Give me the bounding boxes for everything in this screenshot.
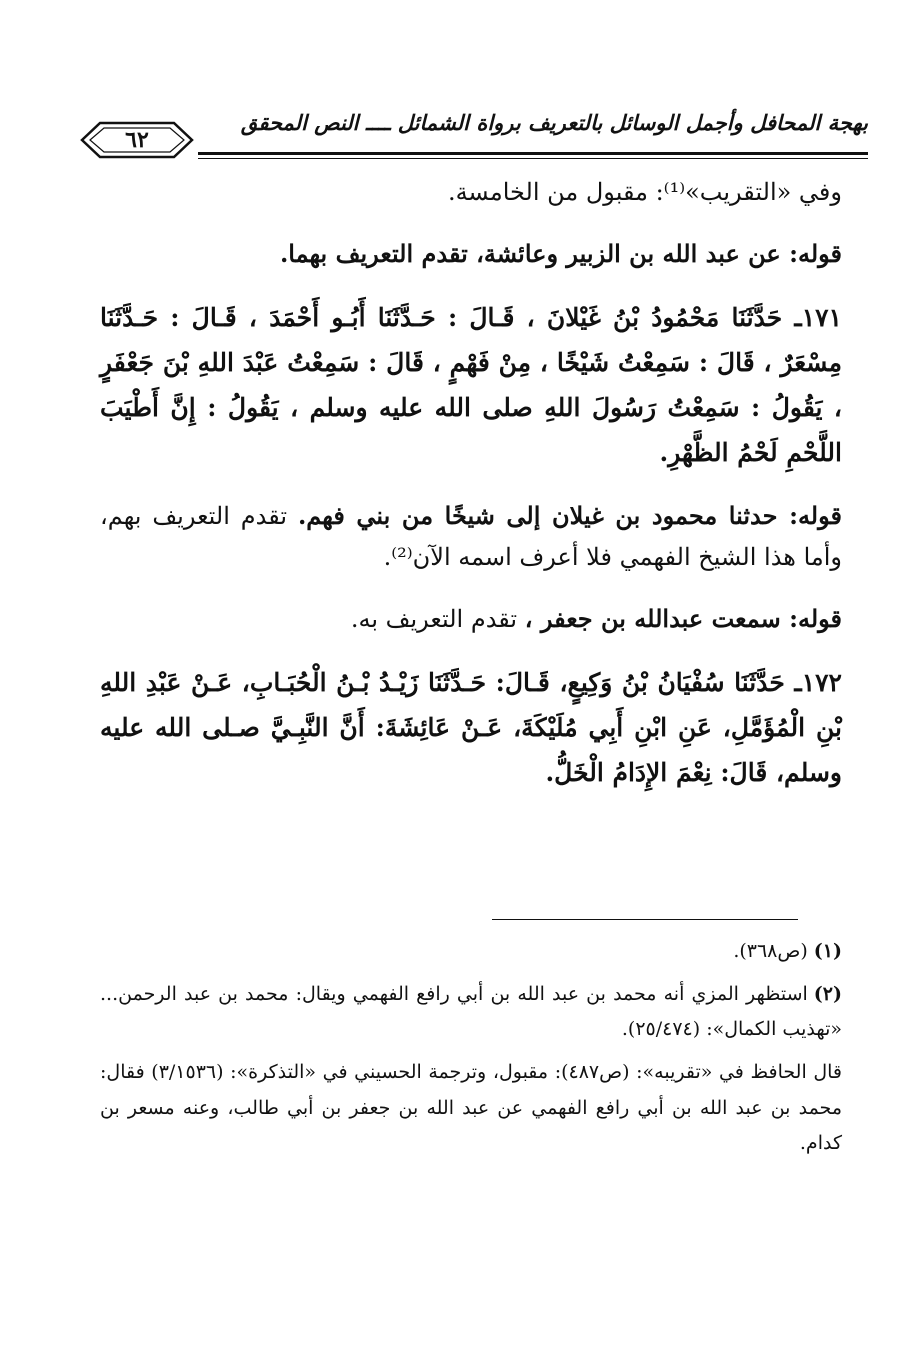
footnotes	[100, 934, 842, 1169]
main-text	[100, 172, 842, 815]
footnote-text: استظهر المزي أنه محمد بن عبد الله بن أبي رافع الفهمي ويقال: محمد بن عبد الرحمن... «تهذيب الكمال»: (٢٥/٤٧٤).	[100, 983, 842, 1041]
header-rule-thin	[198, 158, 868, 159]
page-number: ٦٢	[125, 127, 149, 153]
page-number-badge	[78, 120, 196, 160]
running-title: بهجة المحافل وأجمل الوسائل بالتعريف برواة الشمائل ــــ النص المحقق	[240, 110, 868, 135]
paragraph-lead: قوله: سمعت عبدالله بن جعفر ،	[524, 604, 842, 634]
footnote-2-continued: قال الحافظ في «تقريبه»: (ص٤٨٧): مقبول، وترجمة الحسيني في «التذكرة»: (٣/١٥٣٦) فقال: محمد بن عبد الله بن أبي رافع الفهمي عن عبد الله بن جعفر بن أبي طالب، وعنه مسعر بن كدام.	[100, 1061, 842, 1154]
paragraph-rest: تقدم التعريف به.	[350, 605, 525, 634]
paragraph-qawluhu-jafar	[100, 598, 842, 640]
footnote-1	[100, 934, 842, 969]
paragraph-taqrib-note: وفي «التقريب»⁽¹⁾: مقبول من الخامسة.	[447, 178, 842, 206]
footnote-number: (١)	[813, 940, 842, 962]
footnote-2	[100, 977, 842, 1047]
paragraph-lead: قوله: حدثنا محمود بن غيلان إلى شيخًا من بني فهم.	[297, 500, 842, 530]
paragraph-qawluhu-mahmud	[100, 495, 842, 579]
hadith-171: ١٧١ـ حَدَّثَنَا مَحْمُودُ بْنُ غَيْلانَ ، قَـالَ : حَـدَّثَنَا أَبُـو أَحْمَدَ ، قَـالَ : حَـدَّثَنَا مِسْعَرٌ ، قَالَ : سَمِعْتُ شَيْخًا ، مِنْ فَهْمٍ ، قَالَ : سَمِعْتُ عَبْدَ اللهِ بْنَ جَعْفَرٍ ، يَقُولُ : سَمِعْتُ رَسُولَ اللهِ صلى الله عليه وسلم ، يَقُولُ : إِنَّ أَطْيَبَ اللَّحْمِ لَحْمُ الظَّهْرِ.	[100, 302, 842, 467]
paragraph-rest: تقدم التعريف بهم، وأما هذا الشيخ الفهمي فلا أعرف اسمه الآن⁽²⁾.	[100, 501, 842, 571]
page-header	[78, 108, 868, 164]
footnote-separator	[492, 919, 798, 920]
hadith-172: ١٧٢ـ حَدَّثَنَا سُفْيَانُ بْنُ وَكِيعٍ، قَـالَ: حَـدَّثَنَا زَيْـدُ بْـنُ الْحُبَـابِ، عَـنْ عَبْدِ اللهِ بْنِ الْمُؤَمَّلِ، عَنِ ابْنِ أَبِي مُلَيْكَةَ، عَـنْ عَائِشَةَ: أَنَّ النَّبِـيَّ صـلى الله عليه وسلم، قَالَ: نِعْمَ الإِدَامُ الْخَلُّ.	[100, 668, 842, 788]
header-rule	[198, 152, 868, 155]
footnote-text: (ص٣٦٨).	[733, 940, 808, 962]
paragraph-qawluhu-zubayr: قوله: عن عبد الله بن الزبير وعائشة، تقدم التعريف بهما.	[279, 239, 842, 269]
footnote-number: (٢)	[813, 983, 842, 1006]
